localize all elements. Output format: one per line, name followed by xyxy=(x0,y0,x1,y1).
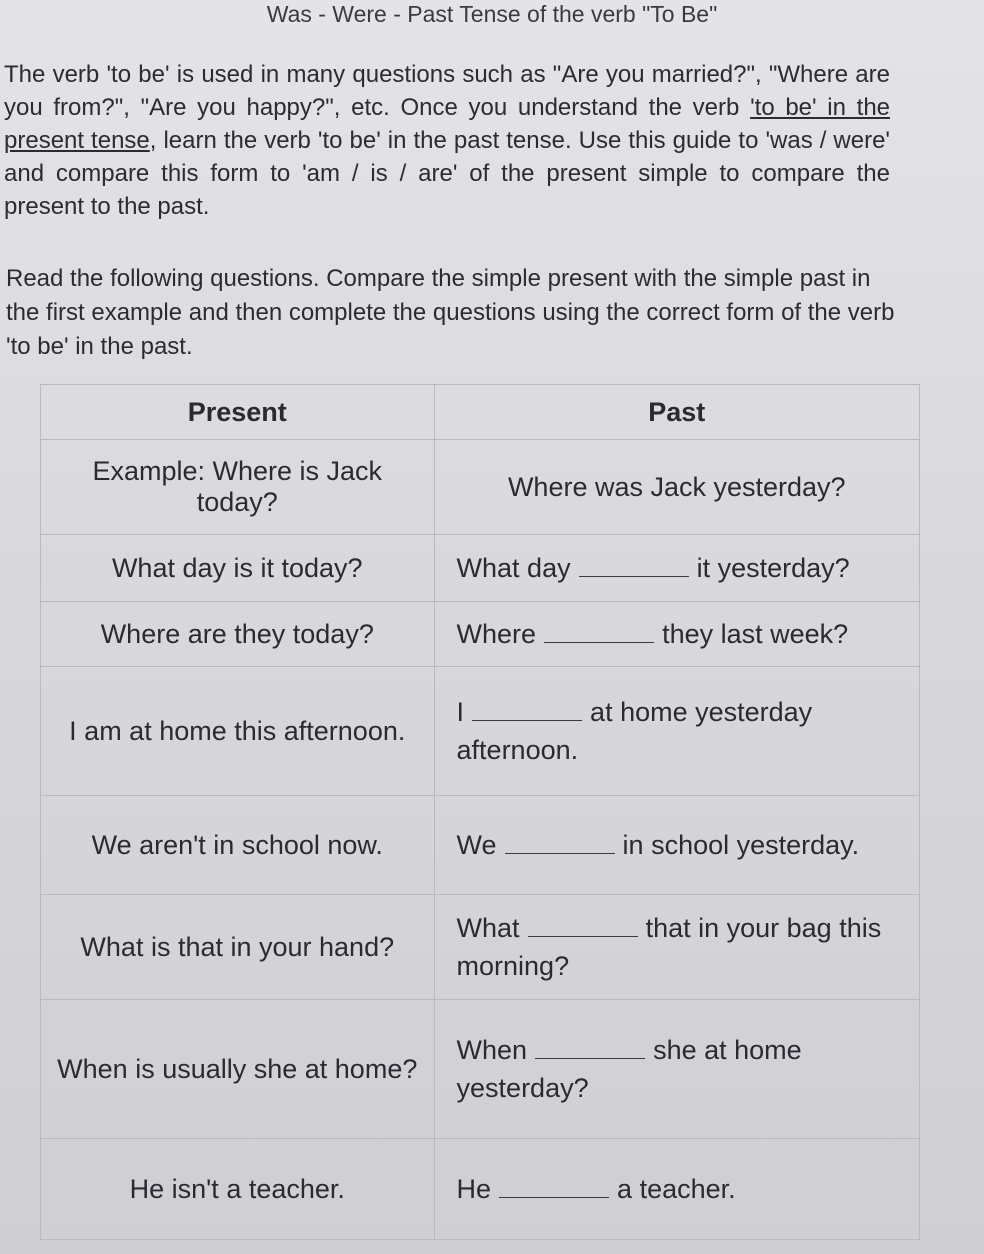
intro-text-part1: The verb 'to be' is used in many questions such as "Are you married?", "Where are you from?", "Are you happy?", etc. Once you understand the verb xyxy=(4,61,890,121)
past-prefix: When xyxy=(456,1035,528,1065)
past-prefix: What day xyxy=(456,553,571,583)
past-prefix: We xyxy=(456,830,497,860)
present-cell: Where are they today? xyxy=(41,602,435,667)
present-past-table xyxy=(40,384,920,1240)
past-suffix: that in your bag this morning? xyxy=(456,913,882,981)
instructions-paragraph: Read the following questions. Compare the simple present with the simple past in the first example and then complete the questions using the correct form of the verb 'to be' in the past. xyxy=(6,265,895,360)
table-row xyxy=(41,667,920,796)
past-cell xyxy=(434,796,919,895)
past-cell xyxy=(434,1139,919,1240)
present-cell: We aren't in school now. xyxy=(41,796,435,895)
answer-blank[interactable] xyxy=(579,575,689,577)
past-suffix: they last week? xyxy=(662,619,849,649)
table-row xyxy=(41,895,920,1000)
intro-underlined-text: 'to be' in the present tense xyxy=(4,94,891,154)
table-row xyxy=(41,1139,920,1240)
past-suffix: she at home yesterday? xyxy=(456,1035,802,1103)
past-cell xyxy=(434,1000,919,1139)
past-cell xyxy=(434,602,919,667)
header-past: Past xyxy=(434,385,919,440)
present-cell: Example: Where is Jack today? xyxy=(41,440,435,535)
present-cell: What is that in your hand? xyxy=(41,895,435,1000)
past-suffix: at home yesterday afternoon. xyxy=(456,697,813,765)
answer-blank[interactable] xyxy=(499,1196,609,1198)
answer-blank[interactable] xyxy=(472,719,582,721)
past-prefix: What xyxy=(456,913,520,943)
header-present: Present xyxy=(41,385,435,440)
past-prefix: I xyxy=(456,697,465,727)
past-prefix: He xyxy=(456,1174,492,1204)
table-row xyxy=(41,796,920,895)
past-prefix: Where xyxy=(456,619,537,649)
intro-text-part2: , learn the verb 'to be' in the past tense. Use this guide to 'was / were' and compare this form to 'am / is / are' of the present simple to compare the present to the past. xyxy=(4,127,890,220)
table-header-row xyxy=(41,385,920,440)
answer-blank[interactable] xyxy=(505,852,615,854)
answer-blank[interactable] xyxy=(544,641,654,643)
table-row xyxy=(41,602,920,667)
past-cell xyxy=(434,895,919,1000)
page-title: Was - Were - Past Tense of the verb "To Be" xyxy=(266,1,718,27)
past-suffix: in school yesterday. xyxy=(622,830,860,860)
past-cell xyxy=(434,667,919,796)
past-suffix: it yesterday? xyxy=(696,553,850,583)
table-row xyxy=(41,1000,920,1139)
answer-blank[interactable] xyxy=(528,935,638,937)
present-cell: I am at home this afternoon. xyxy=(41,667,435,796)
past-suffix: a teacher. xyxy=(617,1174,736,1204)
present-cell: What day is it today? xyxy=(41,535,435,602)
answer-blank[interactable] xyxy=(535,1057,645,1059)
past-cell xyxy=(434,535,919,602)
present-cell: He isn't a teacher. xyxy=(41,1139,435,1240)
table-row xyxy=(41,535,920,602)
present-cell: When is usually she at home? xyxy=(41,1000,435,1139)
table-row xyxy=(41,440,920,535)
intro-paragraph xyxy=(4,58,890,223)
past-cell: Where was Jack yesterday? xyxy=(434,440,919,535)
